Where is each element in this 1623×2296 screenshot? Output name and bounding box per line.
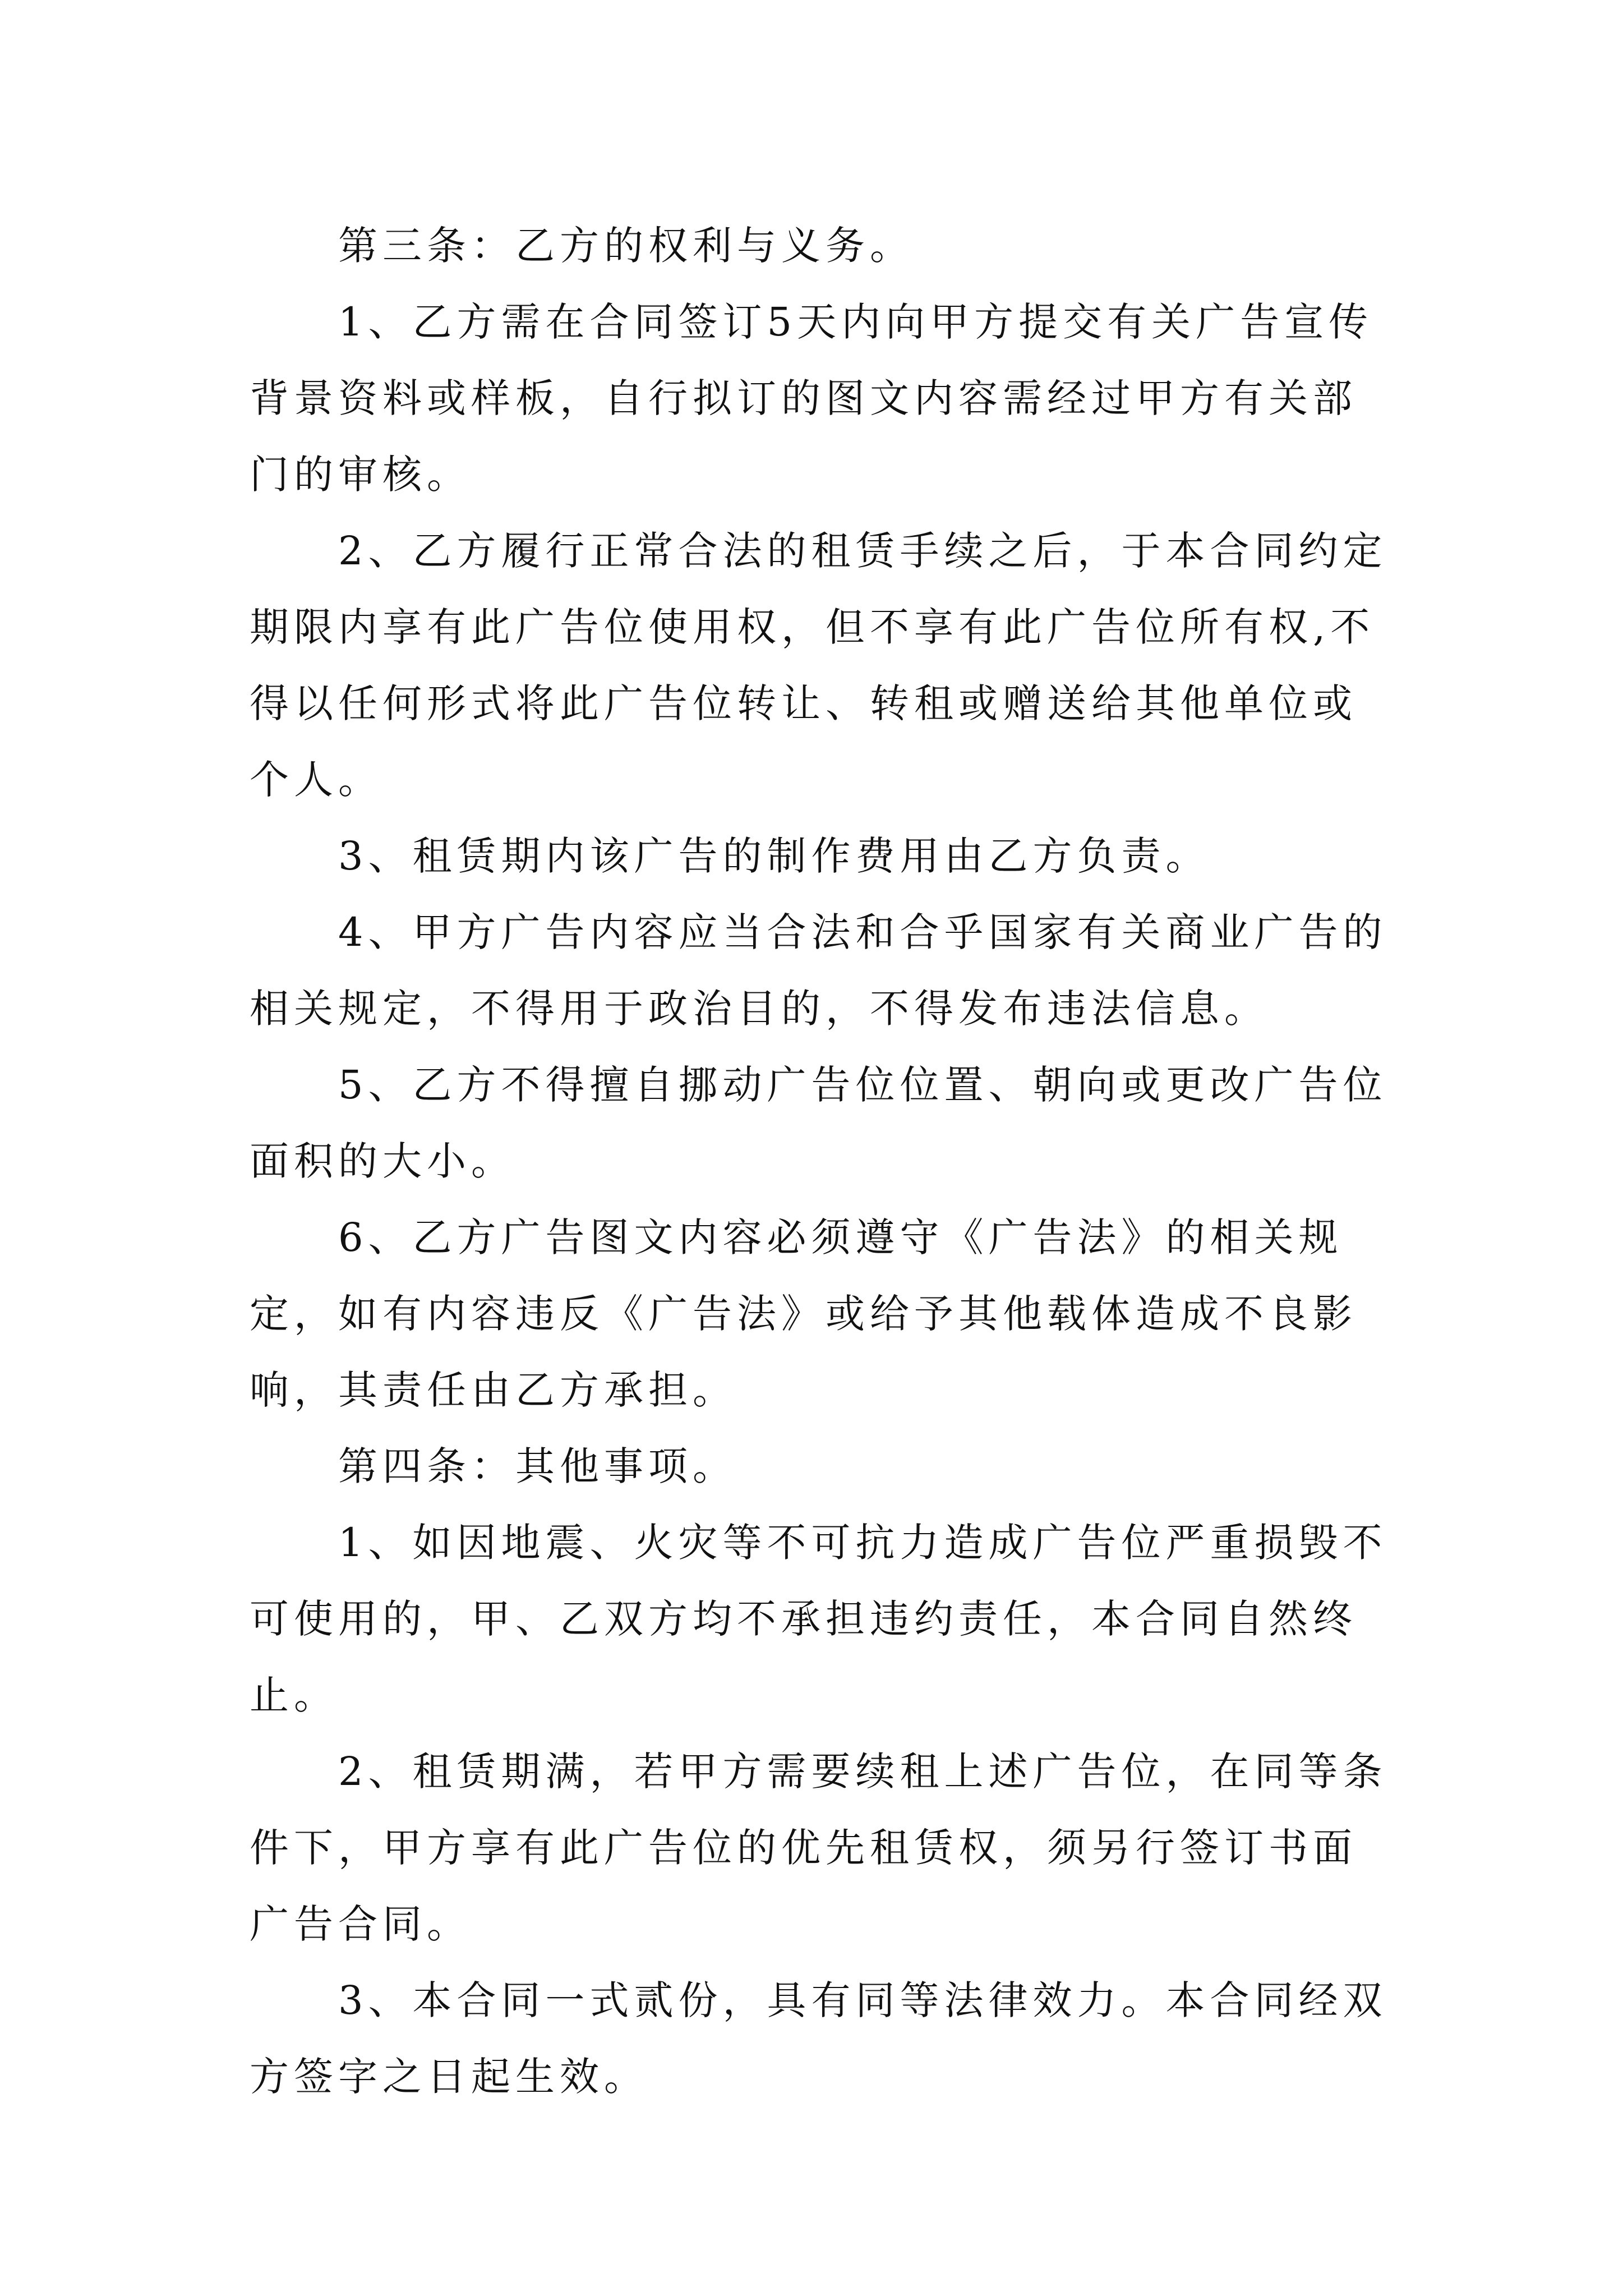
- article-3-clause-5: 5、乙方不得擅自挪动广告位位置、朝向或更改广告位面积的大小。: [250, 1062, 1387, 1184]
- article-4-clause-2: 2、租赁期满，若甲方需要续租上述广告位，在同等条件下，甲方享有此广告位的优先租赁权，须另行签订书面广告合同。: [250, 1749, 1387, 1947]
- article-4-heading: 第四条：其他事项。: [338, 1443, 737, 1489]
- article-3-clause-2: 2、乙方履行正常合法的租赁手续之后，于本合同约定期限内享有此广告位使用权，但不享有此广告位所有权,不得以任何形式将此广告位转让、转租或赠送给其他单位或个人。: [250, 528, 1387, 803]
- article-3-clause-4: 4、甲方广告内容应当合法和合乎国家有关商业广告的相关规定，不得用于政治目的，不得发布违法信息。: [250, 909, 1387, 1032]
- article-3-heading: 第三条：乙方的权利与义务。: [338, 223, 914, 269]
- document-body: [250, 208, 1394, 2115]
- article-3-clause-3: 3、租赁期内该广告的制作费用由乙方负责。: [338, 833, 1210, 879]
- article-3-clause-6: 6、乙方广告图文内容必须遵守《广告法》的相关规定，如有内容违反《广告法》或给予其他载体造成不良影响，其责任由乙方承担。: [250, 1214, 1357, 1413]
- article-3-clause-1: 1、乙方需在合同签订5天内向甲方提交有关广告宣传背景资料或样板，自行拟订的图文内容需经过甲方有关部门的审核。: [250, 299, 1373, 498]
- article-4-clause-1: 1、如因地震、火灾等不可抗力造成广告位严重损毁不可使用的，甲、乙双方均不承担违约责任，本合同自然终止。: [250, 1520, 1387, 1718]
- article-4-clause-3: 3、本合同一式贰份，具有同等法律效力。本合同经双方签字之日起生效。: [250, 1977, 1387, 2100]
